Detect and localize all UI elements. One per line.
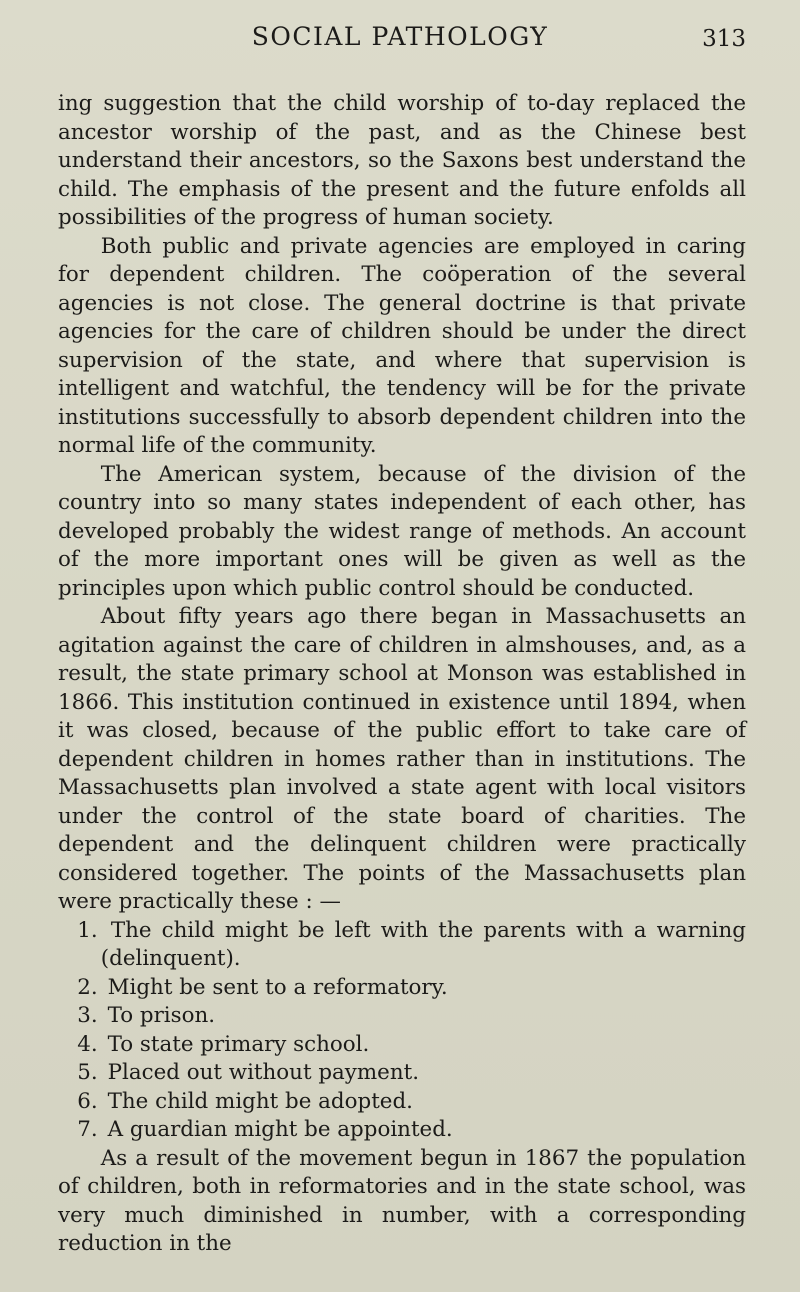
list-item-number: 1. (77, 917, 98, 943)
list-item (58, 1031, 746, 1060)
page-number: 313 (702, 26, 746, 52)
list-item-text: To state primary school. (107, 1031, 370, 1057)
list-item (58, 1088, 746, 1117)
paragraph-massachusetts: About fifty years ago there began in Massachusetts an agitation against the care of children in almshouses, and, as a result, the state primary school at Monson was established in 1866. This institution continued in existence until 1894, when it was closed, because of the public effort to take care of dependent children in homes rather than in institutions. The Massachusetts plan involved a state agent with local visitors under the control of the state board of charities. The dependent and the delinquent children were practically considered together. The points of the Massachusetts plan were practically these : — (58, 604, 746, 914)
paragraph-agencies: Both public and private agencies are employed in caring for dependent children. The coöperation of the several agencies is not close. The general doctrine is that private agencies for the care of children should be under the direct supervision of the state, and where that supervision is intelligent and watchful, the tendency will be for the private institutions successfully to absorb dependent children into the normal life of the community. (58, 233, 746, 458)
list-item-text: The child might be left with the parents with a warning (delinquent). (100, 917, 746, 971)
paragraph-result: As a result of the movement begun in 1867 the population of children, both in reformatories and in the state school, was very much diminished in number, with a corresponding reduction in the (58, 1145, 746, 1256)
list-item-text: Placed out without payment. (107, 1060, 419, 1085)
list-item-number: 5. (77, 1060, 98, 1085)
list-item (58, 1116, 746, 1145)
body-text (58, 90, 746, 1259)
list-item-number: 3. (77, 1003, 98, 1028)
running-title: SOCIAL PATHOLOGY (251, 22, 549, 51)
list-item-number: 7. (77, 1117, 98, 1142)
list-item (58, 917, 746, 974)
list-item (58, 974, 746, 1003)
list-item-text: The child might be adopted. (107, 1088, 413, 1114)
running-head (0, 22, 800, 58)
list-item-number: 4. (77, 1031, 98, 1057)
list-item (58, 1059, 746, 1088)
massachusetts-plan-list (58, 917, 746, 1145)
list-item-text: To prison. (107, 1003, 216, 1028)
list-item-number: 6. (77, 1088, 98, 1114)
list-item-text: Might be sent to a reformatory. (107, 974, 448, 1000)
list-item (58, 1002, 746, 1031)
paragraph-continuation: ing suggestion that the child worship of to-day replaced the ancestor worship of the past, and as the Chinese best understand their ancestors, so the Saxons best understand the child. The emphasis of the present and the future enfolds all possibilities of the progress of human society. (58, 91, 746, 230)
paragraph-american-system: The American system, because of the division of the country into so many states independent of each other, has developed probably the widest range of methods. An account of the more important ones will be given as well as the principles upon which public control should be conducted. (58, 461, 746, 601)
list-item-text: A guardian might be appointed. (107, 1117, 453, 1142)
list-item-number: 2. (77, 974, 98, 1000)
